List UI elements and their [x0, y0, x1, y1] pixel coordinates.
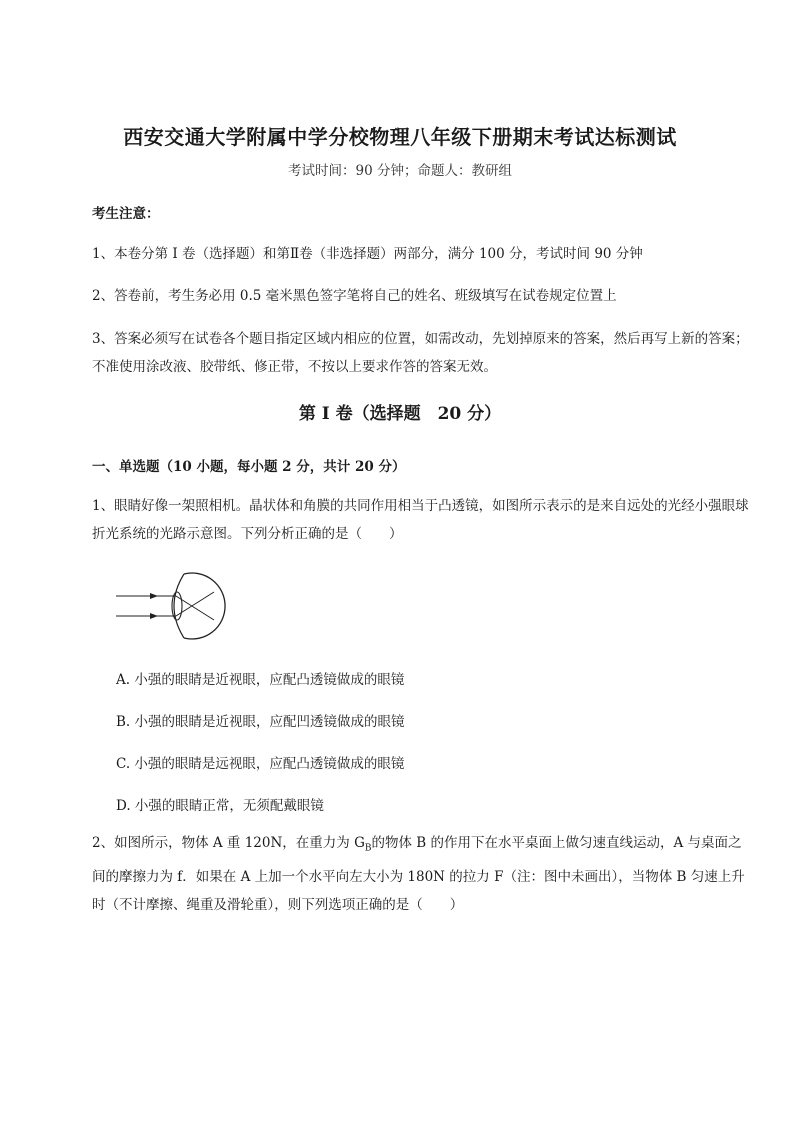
question-1-option-b[interactable]: B. 小强的眼睛是近视眼，应配凹透镜做成的眼镜: [116, 714, 405, 730]
eye-diagram: [114, 568, 234, 644]
part-heading: 一、单选题（10 小题，每小题 2 分，共计 20 分）: [92, 459, 406, 475]
ray-arrow-bottom: [150, 613, 158, 619]
notice-heading: 考生注意：: [92, 206, 160, 222]
question-1-option-a[interactable]: A. 小强的眼睛是近视眼，应配凸透镜做成的眼镜: [116, 672, 405, 688]
question-2-stem-part2: 的物体 B 的作用下在水平桌面上做匀速直线运动，A 与桌面之间的摩擦力为 f．如果在 A 上加一个水平向左大小为 180N 的拉力 F（注：图中未画出），当物体 B 匀速上升时（不计摩擦、绳重及滑轮重），则下列选项正确的是（ ）: [92, 835, 745, 913]
ray-arrow-top: [150, 593, 158, 599]
notice-item-3: 3、答案必须写在试卷各个题目指定区域内相应的位置，如需改动，先划掉原来的答案，然后再写上新的答案；不准使用涂改液、胶带纸、修正带，不按以上要求作答的答案无效。: [92, 331, 749, 375]
notice-item-2: 2、答卷前，考生务必用 0.5 毫米黑色签字笔将自己的姓名、班级填写在试卷规定位置上: [92, 288, 617, 304]
question-2-stem-part1: 2、如图所示，物体 A 重 120N，在重力为 G: [92, 835, 365, 851]
question-2-subscript: B: [364, 843, 372, 854]
question-1-stem: 1、眼睛好像一架照相机。晶状体和角膜的共同作用相当于凸透镜，如图所示表示的是来自远处的光经小强眼球折光系统的光路示意图。下列分析正确的是（ ）: [92, 498, 749, 542]
exam-subtitle: 考试时间：90 分钟；命题人：教研组: [288, 163, 512, 179]
section-title: 第 I 卷（选择题 20 分）: [298, 404, 502, 424]
question-1-option-d[interactable]: D. 小强的眼睛正常，无须配戴眼镜: [116, 798, 324, 814]
exam-title: 西安交通大学附属中学分校物理八年级下册期末考试达标测试: [123, 125, 677, 149]
notice-item-1: 1、本卷分第 I 卷（选择题）和第Ⅱ卷（非选择题）两部分，满分 100 分，考试时间 90 分钟: [92, 246, 643, 262]
eyeball-outline: [184, 573, 225, 639]
question-1-option-c[interactable]: C. 小强的眼睛是远视眼，应配凸透镜做成的眼镜: [116, 756, 405, 772]
question-2-stem: [92, 829, 752, 919]
